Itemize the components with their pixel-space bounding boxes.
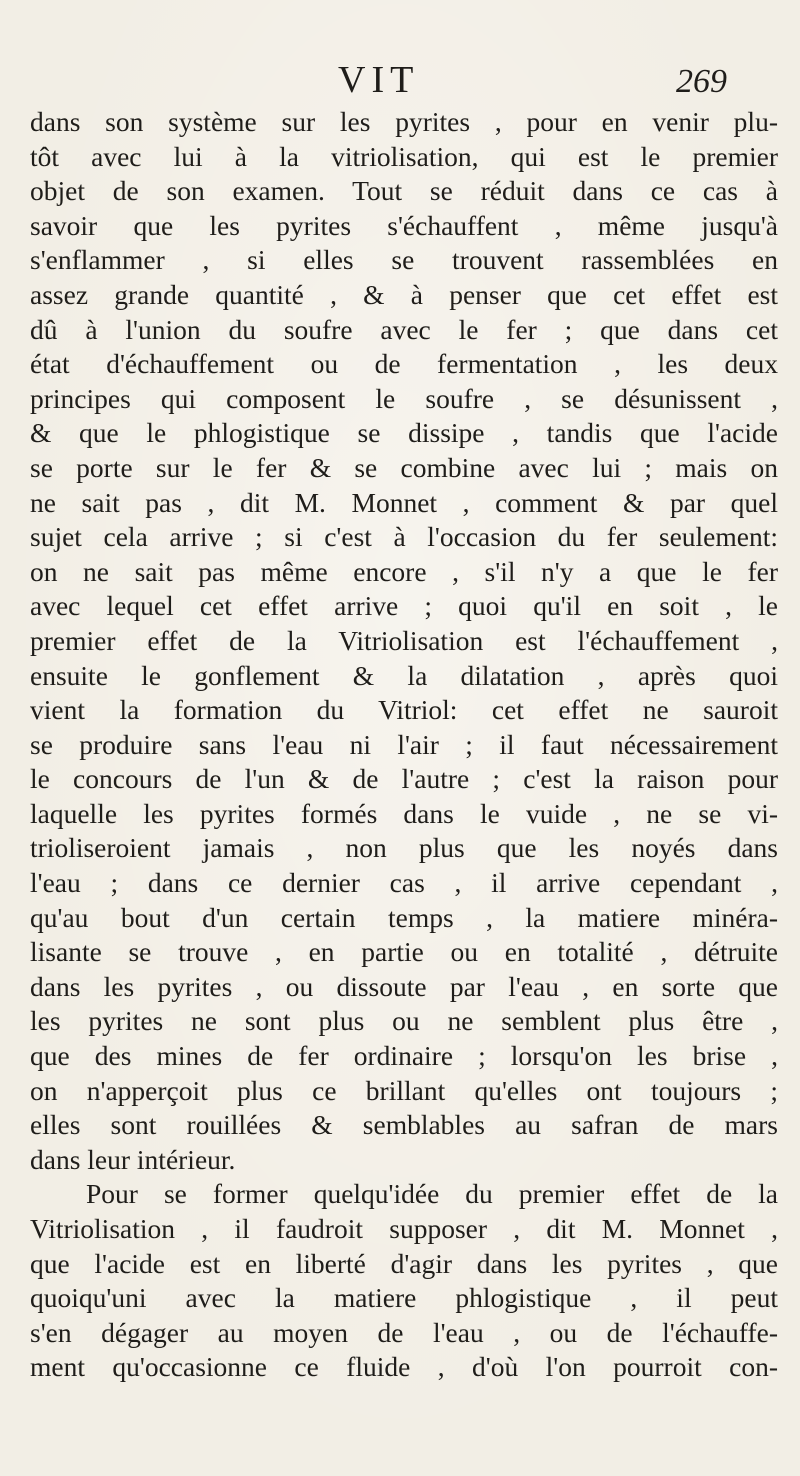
text-line: ment qu'occasionne ce fluide , d'où l'on pourroit con- — [30, 1351, 778, 1383]
body-text — [30, 105, 778, 1385]
page-number: 269 — [676, 63, 727, 100]
text-line: état d'échauffement ou de fermentation , les deux — [30, 348, 778, 380]
text-line: on ne sait pas même encore , s'il n'y a que le fer — [30, 555, 778, 587]
text-line: que l'acide est en liberté d'agir dans les pyrites , que — [30, 1247, 778, 1279]
text-line: ensuite le gonflement & la dilatation , après quoi — [30, 659, 778, 691]
text-line: lisante se trouve , en partie ou en totalité , détruite — [30, 936, 778, 968]
text-line: ne sait pas , dit M. Monnet , comment & par quel — [30, 486, 778, 518]
page-header — [0, 58, 800, 102]
text-line: objet de son examen. Tout se réduit dans ce cas à — [30, 175, 778, 207]
text-line: que des mines de fer ordinaire ; lorsqu'on les brise , — [30, 1040, 778, 1072]
text-line: principes qui composent le soufre , se désunissent , — [30, 382, 778, 414]
text-line: Pour se former quelqu'idée du premier effet de la — [86, 1178, 778, 1210]
text-line: tôt avec lui à la vitriolisation, qui est le premier — [30, 140, 778, 172]
text-line: avec lequel cet effet arrive ; quoi qu'il en soit , le — [30, 590, 778, 622]
text-line: dans leur intérieur. — [30, 1143, 236, 1175]
text-line: dans les pyrites , ou dissoute par l'eau , en sorte que — [30, 970, 778, 1002]
text-line: vient la formation du Vitriol: cet effet ne sauroit — [30, 694, 778, 726]
text-line: s'enflammer , si elles se trouvent rassemblées en — [30, 244, 778, 276]
text-line: qu'au bout d'un certain temps , la matiere minéra- — [30, 901, 778, 933]
text-line: elles sont rouillées & semblables au safran de mars — [30, 1109, 778, 1141]
text-line: dû à l'union du soufre avec le fer ; que dans cet — [30, 313, 778, 345]
text-line: s'en dégager au moyen de l'eau , ou de l'échauffe- — [30, 1316, 778, 1348]
text-line: premier effet de la Vitriolisation est l'échauffement , — [30, 624, 778, 656]
text-line: le concours de l'un & de l'autre ; c'est la raison pour — [30, 763, 778, 795]
text-line: laquelle les pyrites formés dans le vuide , ne se vi- — [30, 797, 778, 829]
text-line: on n'apperçoit plus ce brillant qu'elles ont toujours ; — [30, 1074, 778, 1106]
text-line: trioliseroient jamais , non plus que les noyés dans — [30, 832, 778, 864]
text-line: Vitriolisation , il faudroit supposer , dit M. Monnet , — [30, 1213, 778, 1244]
text-line: assez grande quantité , & à penser que cet effet est — [30, 278, 778, 310]
text-line: quoiqu'uni avec la matiere phlogistique , il peut — [30, 1282, 778, 1314]
text-line: les pyrites ne sont plus ou ne semblent plus être , — [30, 1005, 778, 1037]
text-line: dans son système sur les pyrites , pour en venir plu- — [30, 106, 778, 137]
text-line: sujet cela arrive ; si c'est à l'occasion du fer seulement: — [30, 521, 778, 553]
text-line: savoir que les pyrites s'échauffent , même jusqu'à — [30, 209, 778, 241]
text-line: & que le phlogistique se dissipe , tandis que l'acide — [30, 417, 778, 449]
text-line: se produire sans l'eau ni l'air ; il faut nécessairement — [30, 728, 778, 760]
running-head: VIT — [338, 59, 420, 101]
text-line: l'eau ; dans ce dernier cas , il arrive cependant , — [30, 867, 778, 899]
text-line: se porte sur le fer & se combine avec lui ; mais on — [30, 451, 778, 483]
